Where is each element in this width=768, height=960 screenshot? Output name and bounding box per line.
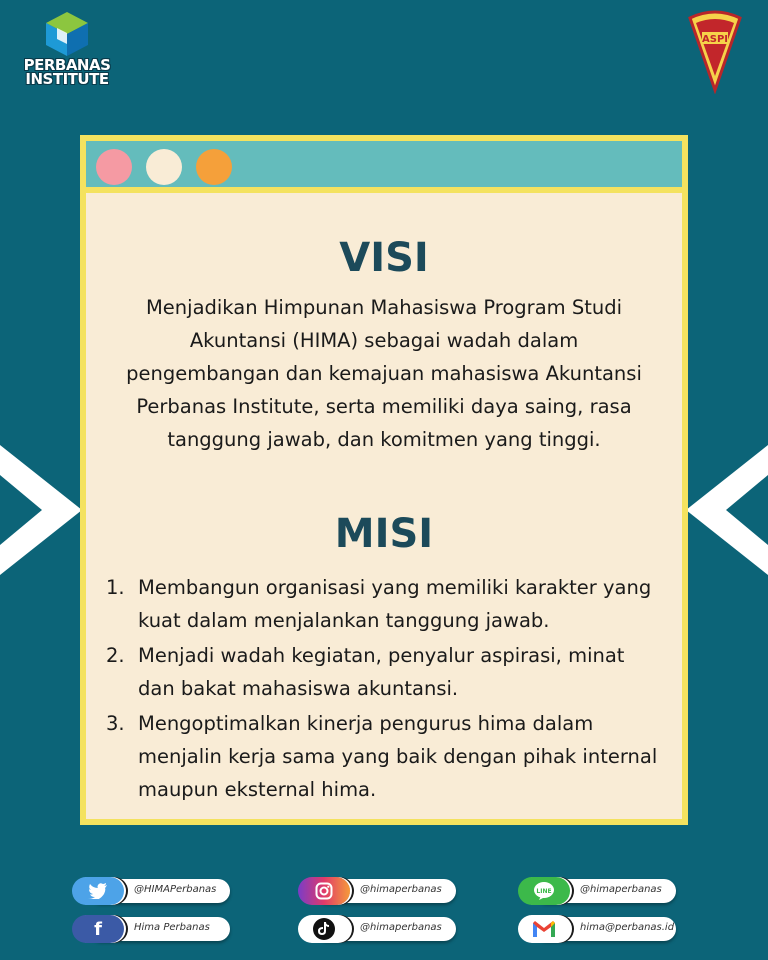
social-instagram[interactable] [298,877,456,903]
visi-text: Menjadikan Himpunan Mahasiswa Program Studi Akuntansi (HIMA) sebagai wadah dalam pengembangan dan kemajuan mahasiswa Akuntansi Perbanas Institute, serta memiliki daya saing, rasa tanggung jawab, dan komitmen yang tinggi. [126,296,642,451]
window-title-bar [86,141,682,193]
twitter-icon [72,877,124,905]
facebook-icon: f [72,915,124,943]
twitter-handle: @HIMAPerbanas [134,884,217,895]
misi-heading: MISI [334,511,434,557]
social-gmail[interactable] [518,915,676,941]
misi-list [106,571,666,808]
right-chevron-decoration-icon [686,445,768,575]
instagram-icon [298,877,350,905]
misi-item-text: Membangun organisasi yang memiliki karakter yang kuat dalam menjalankan tanggung jawab. [138,576,652,632]
misi-item-number: 2. [106,644,125,667]
visi-misi-window [80,135,688,825]
social-facebook[interactable] [72,915,230,941]
misi-item-number: 1. [106,576,125,599]
aspi-badge-logo [686,10,744,94]
misi-item-number: 3. [106,712,125,735]
tiktok-icon [298,915,350,943]
gmail-handle: hima@perbanas.id [580,922,675,933]
svg-text:LINE: LINE [536,888,552,895]
misi-item-2 [106,639,666,705]
instagram-handle: @himaperbanas [360,884,442,895]
left-chevron-decoration-icon [0,445,82,575]
social-twitter[interactable] [72,877,230,903]
facebook-handle: Hima Perbanas [134,922,210,933]
misi-item-3 [106,707,666,806]
misi-item-1 [106,571,666,637]
badge-logo-text: ASPI [702,34,728,45]
cube-logo-icon [44,10,90,58]
window-dot-orange [196,149,232,185]
perbanas-institute-logo [22,10,112,90]
window-dot-cream [146,149,182,185]
misi-item-text: Mengoptimalkan kinerja pengurus hima dalam menjalin kerja sama yang baik dengan pihak internal maupun eksternal hima. [138,712,658,801]
line-icon [518,877,570,905]
visi-heading: VISI [339,235,429,281]
tiktok-handle: @himaperbanas [360,922,442,933]
logo-text-line1: PERBANAS [23,56,111,74]
line-handle: @himaperbanas [580,884,662,895]
gmail-icon [518,915,570,943]
social-line[interactable] [518,877,676,903]
social-tiktok[interactable] [298,915,456,941]
misi-item-text: Menjadi wadah kegiatan, penyalur aspirasi, minat dan bakat mahasiswa akuntansi. [138,644,625,700]
window-dot-pink [96,149,132,185]
logo-text-line2: INSTITUTE [25,70,109,88]
